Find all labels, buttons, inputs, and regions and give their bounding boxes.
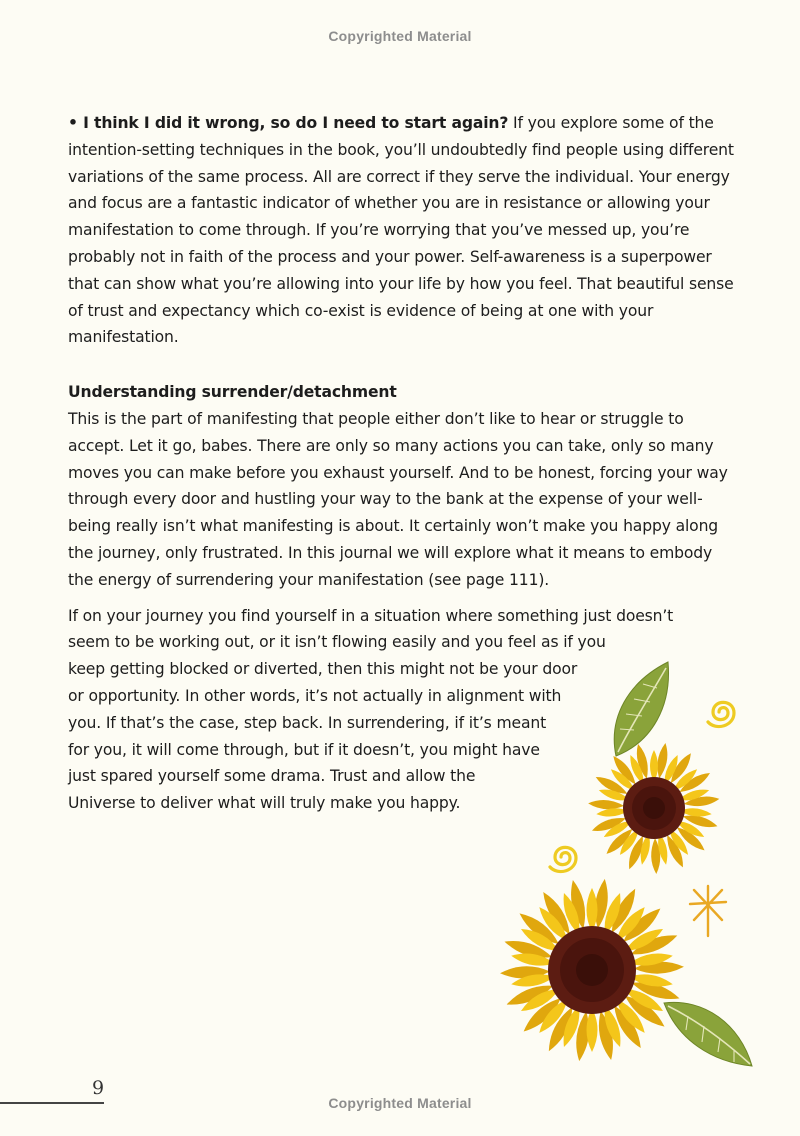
sunflower-icon	[500, 878, 684, 1062]
watermark-bottom: Copyrighted Material	[328, 1095, 472, 1111]
text-line: for you, it will come through, but if it doesn’t, you might have	[68, 740, 540, 759]
text-line: just spared yourself some drama. Trust and allow the	[68, 767, 476, 786]
leaf-icon	[614, 662, 668, 756]
sunflower-icon	[588, 742, 720, 874]
text-line: keep getting blocked or diverted, then this might not be your door	[68, 660, 578, 679]
watermark-top: Copyrighted Material	[328, 28, 472, 44]
section-heading: Understanding surrender/detachment	[68, 383, 397, 402]
text-line: you. If that’s the case, step back. In surrendering, if it’s meant	[68, 713, 547, 732]
paragraph-surrender: This is the part of manifesting that people either don’t like to hear or struggle to accept. Let it go, babes. There are only so many actions you can take, only so many moves you can make before you exhaust yourself. And to be honest, forcing your way through every door and hustling your way to the bank at the expense of your well-being really isn’t what manifesting is about. It certainly won’t make you happy along the journey, only frustrated. In this journal we will explore what it means to embody the energy of surrendering your manifestation (see page 111).	[68, 409, 728, 589]
page-number: 9	[92, 1077, 105, 1099]
text-line: seem to be working out, or it isn’t flowing easily and you feel as if you	[68, 633, 606, 652]
text-line: or opportunity. In other words, it’s not actually in alignment with	[68, 686, 562, 705]
faq-question: • I think I did it wrong, so do I need to start again?	[68, 114, 509, 132]
leaf-icon	[664, 1002, 752, 1066]
swirl-icon	[550, 847, 576, 871]
faq-answer: If you explore some of the intention-setting techniques in the book, you’ll undoubtedly find people using different variations of the same process. All are correct if they serve the individual. Your energy and focus are a fantastic indicator of whether you are in resistance or allowing your manifestation to come through. If you’re worrying that you’ve messed up, you’re probably not in faith of the process and your power. Self-awareness is a superpower that can show what you’re allowing into your life by how you feel. That beautiful sense of trust and expectancy which co-exist is evidence of being at one with your manifestation.	[68, 114, 734, 347]
text-line: If on your journey you find yourself in a situation where something just doesn’t	[68, 606, 674, 625]
swirl-icon	[708, 702, 734, 726]
sparkle-icon	[690, 886, 726, 936]
text-line: Universe to deliver what will truly make you happy.	[68, 794, 461, 813]
